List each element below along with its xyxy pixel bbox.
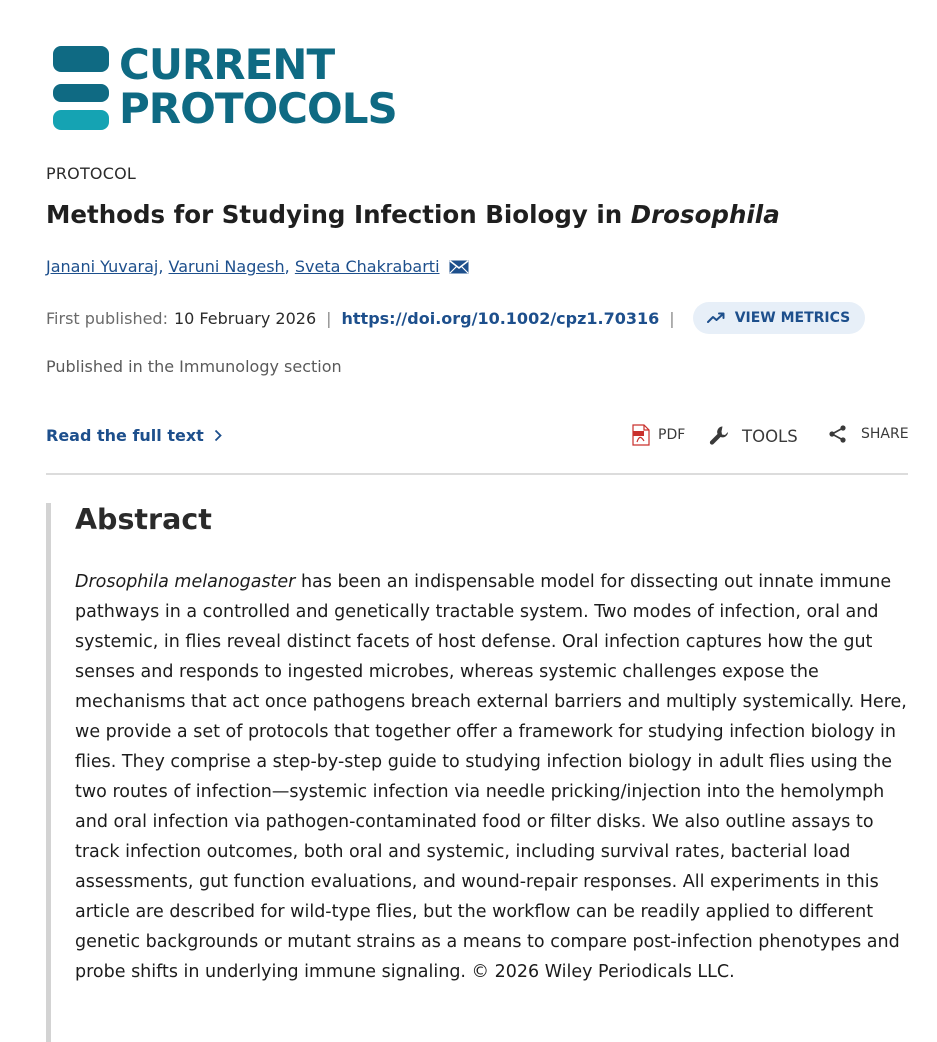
author-separator: , [158,257,164,276]
doi-link[interactable]: https://doi.org/10.1002/cpz1.70316 [341,308,660,328]
title-main: Methods for Studying Infection Biology in [46,200,631,229]
pdf-icon [632,424,650,446]
author-link[interactable]: Sveta Chakrabarti [294,257,440,276]
logo-bar-top [53,46,109,72]
share-label: SHARE [861,426,909,442]
share-button[interactable] [828,424,909,444]
share-icon [828,424,848,444]
divider [46,473,908,475]
author-link[interactable]: Janani Yuvaraj [46,257,159,276]
view-metrics-button[interactable] [693,302,866,334]
logo-line-2: PROTOCOLS [119,84,397,133]
logo-bar-bottom [53,110,109,130]
mail-icon[interactable] [449,260,469,274]
wrench-icon [708,424,732,448]
author-list [46,257,469,276]
chevron-right-icon [214,429,222,442]
first-published-date: 10 February 2026 [173,308,317,328]
tools-button[interactable] [708,424,798,448]
abstract-body: has been an indispensable model for dissecting out innate immune pathways in a controlled and genetically tractable system. Two modes of infection, oral and systemic, in flies reveal distinct facets of host defense. Oral infection captures how the gut senses and responds to ingested microbes, whereas systemic challenges expose the mechanisms that act once pathogens breach external barriers and multiply systemically. Here, we provide a set of protocols that together offer a framework for studying infection biology in flies. They comprise a step-by-step guide to studying infection biology in adult flies using the two routes of infection—systemic infection via needle pricking/injection into the hemolymph and oral infection via pathogen-contaminated food or filter disks. We also outline assays to track infection outcomes, both oral and systemic, including survival rates, bacterial load assessments, gut function evaluations, and wound-repair responses. All experiments in this article are described for wild-type flies, but the workflow can be readily applied to different genetic backgrounds or mutant strains as a means to compare post-infection phenotypes and probe shifts in underlying immune signaling. © 2026 Wiley Periodicals LLC. [75,572,907,982]
abstract-text [75,567,911,987]
tools-label: TOOLS [742,426,798,446]
title-italic: Drosophila [630,200,780,229]
author-link[interactable]: Varuni Nagesh [168,257,285,276]
publication-info [46,302,865,334]
logo-line-1: CURRENT [119,40,335,89]
author-separator: , [284,257,290,276]
separator: | [669,308,675,328]
read-full-text-label: Read the full text [46,426,204,445]
read-full-text-link[interactable] [46,426,222,445]
abstract-heading: Abstract [75,503,212,536]
separator: | [326,308,332,328]
article-title [46,200,780,229]
trending-up-icon [707,312,725,324]
first-published-label: First published: [46,308,168,328]
pdf-label: PDF [658,427,686,443]
section-note: Published in the Immunology section [46,357,342,376]
view-metrics-label: VIEW METRICS [734,310,851,326]
pdf-button[interactable] [632,424,685,446]
abstract-section [46,503,913,1042]
logo-bar-middle [53,84,109,102]
journal-logo[interactable] [53,40,453,134]
article-type-label: PROTOCOL [46,164,137,183]
abstract-italic-lead: Drosophila melanogaster [75,572,296,592]
